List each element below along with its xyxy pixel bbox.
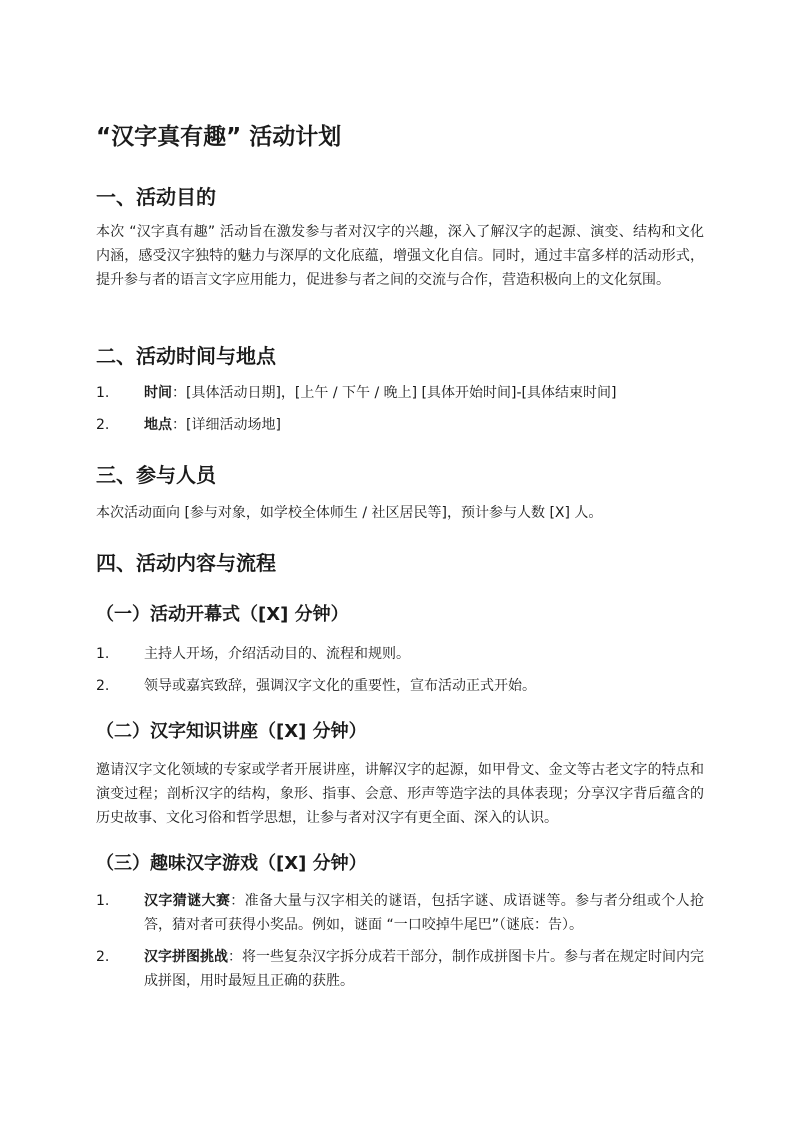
participants-paragraph: 本次活动面向 [参与对象，如学校全体师生 / 社区居民等]，预计参与人数 [X] 人。 [96,505,603,521]
subsection-heading-opening: （一）活动开幕式（[X] 分钟） [96,604,349,625]
list-number: 1. [96,385,110,401]
item-label: 汉字拼图挑战 [144,949,228,965]
item-text: 准备大量与汉字相关的谜语，包括字谜、成语谜等。参与者分组或个人抢答，猜对者可获得小奖品。例如，谜面 “一口咬掉牛尾巴”（谜底：告）。 [144,893,705,933]
list-number: 2. [96,949,110,965]
lecture-paragraph: 邀请汉字文化领域的专家或学者开展讲座，讲解汉字的起源，如甲骨文、金文等古老文字的特点和演变过程；剖析汉字的结构，象形、指事、会意、形声等造字法的具体表现；分享汉字背后蕴含的历史故事、文化习俗和哲学思想，让参与者对汉字有更全面、深入的认识。 [96,762,704,826]
list-item [96,413,704,437]
section-heading-purpose: 一、活动目的 [96,185,216,209]
item-separator: ： [172,385,186,401]
list-number: 2. [96,417,110,433]
item-label: 汉字猜谜大赛 [144,893,231,909]
list-item [96,642,704,666]
section-heading-participants: 三、参与人员 [96,463,216,487]
list-item [96,889,704,937]
item-label: 地点 [144,417,172,433]
subsection-heading-lecture: （二）汉字知识讲座（[X] 分钟） [96,721,367,742]
purpose-paragraph: 本次 “汉字真有趣” 活动旨在激发参与者对汉字的兴趣，深入了解汉字的起源、演变、结构和文化内涵，感受汉字独特的魅力与深厚的文化底蕴，增强文化自信。同时，通过丰富多样的活动形式，提升参与者的语言文字应用能力，促进参与者之间的交流与合作，营造积极向上的文化氛围。 [96,224,704,288]
subsection-heading-games: （三）趣味汉字游戏（[X] 分钟） [96,853,367,874]
item-text: [详细活动场地] [186,417,281,433]
document-title: “汉字真有趣” 活动计划 [96,124,342,150]
item-text: 领导或嘉宾致辞，强调汉字文化的重要性，宣布活动正式开始。 [144,678,536,694]
section-heading-time-place: 二、活动时间与地点 [96,344,276,368]
item-label: 时间 [144,385,172,401]
list-item [96,381,704,405]
item-separator: ： [230,893,245,909]
section-heading-content: 四、活动内容与流程 [96,551,276,575]
item-separator: ： [228,949,242,965]
list-number: 2. [96,678,110,694]
item-text: 主持人开场，介绍活动目的、流程和规则。 [144,646,410,662]
list-number: 1. [96,893,110,909]
list-number: 1. [96,646,110,662]
list-item [96,674,704,698]
item-text: 将一些复杂汉字拆分成若干部分，制作成拼图卡片。参与者在规定时间内完成拼图，用时最短且正确的获胜。 [144,949,704,989]
list-item [96,945,704,993]
item-text: [具体活动日期]，[上午 / 下午 / 晚上] [具体开始时间]-[具体结束时间] [186,385,617,401]
item-separator: ： [172,417,186,433]
